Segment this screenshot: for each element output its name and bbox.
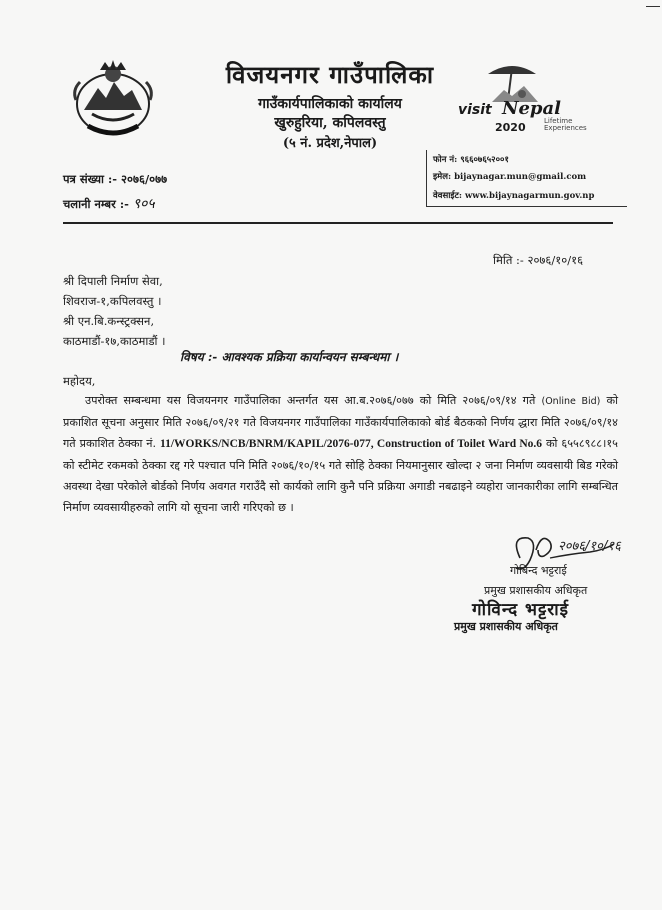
letter-body [63,390,618,518]
contact-box [426,150,627,207]
header-divider [63,222,613,224]
salutation: महोदय, [63,374,96,388]
logo-nepal-text: Nepal [502,98,561,119]
office-name: गाउँकार्यपालिकाको कार्यालय [258,96,402,112]
stamp-name: गोविन्द भट्टराई [472,600,569,620]
dispatch-number: चलानी नम्बर :- ९०५ [63,196,155,212]
website-address: वेवसाईट: www.bijaynagarmun.gov.np [433,191,595,201]
recipient-line: काठमाडौं-१७,काठमाडौं । [63,334,166,348]
office-location: खुरुहुरिया, कपिलवस्तु [274,115,386,131]
dispatch-number-value: ९०५ [132,196,155,212]
recipient-line: श्री एन.बि.कन्स्ट्रक्सन, [63,314,155,328]
stamp-title: प्रमुख प्रशासकीय अधिकृत [454,620,558,633]
letter-number: पत्र संख्या :- २०७६/०७७ [63,172,168,186]
logo-visit-text: visit [458,102,492,118]
municipality-title: विजयनगर गाउँपालिका [225,60,435,89]
online-bid-text: (Online Bid) [541,396,601,407]
recipient-line: श्री दिपाली निर्माण सेवा, [63,274,163,288]
signatory-name: गोबिन्द भट्टराई [510,564,567,577]
province-line: (५ नं. प्रदेश,नेपाल) [282,136,378,151]
recipient-line: शिवराज-१,कपिलवस्तु । [63,294,162,308]
body-part-2: को प्रकाशित सूचना अनुसार मिति २०७६/०९/२१ गते विजयनगर गाउँपालिका गाउँकार्यपालिकाको बोर्ड बैठकको निर्णय द्धारा मिति २०७६/०९/१४ गते प्रकाशित ठेक्का नं. [63,394,619,450]
logo-year: 2020 [495,121,526,134]
signatory-title: प्रमुख प्रशासकीय अधिकृत [484,584,588,597]
visit-nepal-logo [452,60,592,140]
letter-subject: विषय :- आवश्यक प्रक्रिया कार्यान्वयन सम्बन्धमा । [180,350,399,364]
handwritten-signature [480,528,630,588]
scan-edge-mark [646,6,660,7]
email-address: इमेल: bijaynagar.mun@gmail.com [433,172,587,182]
phone-number: फोन नं: ९६६०७६५२००१ [433,155,509,165]
nepal-emblem-icon [70,60,156,140]
body-part-3: को ६५५८९८८।१५ को स्टीमेट रकमको ठेक्का रद्द गरे पश्चात पनि मिति २०७६/१०/१५ गते सोहि ठेक्का नियमानुसार खोल्दा २ जना निर्माण व्यवसायी बिड गरेको अवस्था देखा परेकोले बोर्डको निर्णय अवगत गराउँदै सो कार्यको लागि कुनै पनि प्रक्रिया अगाडी नबढाइने व्यहोरा जानकारीका लागि सम्बन्धित निर्माण व्यवसायीहरुको लागि यो सूचना जारी गरिएको छ । [63,437,618,514]
body-part-1: उपरोक्त सम्बन्धमा यस विजयनगर गाउँपालिका अन्तर्गत यस आ.ब.२०७६/०७७ को मिति २०७६/०९/१४ गते [85,394,536,407]
contract-number: 11/WORKS/NCB/BNRM/KAPIL/2076-077, Construction of Toilet Ward No.6 [159,438,543,450]
signature-date: २०७६/१०/१६ [558,539,621,554]
logo-tagline: Lifetime Experiences [544,117,587,132]
letter-date: मिति :- २०७६/१०/१६ [493,253,584,267]
